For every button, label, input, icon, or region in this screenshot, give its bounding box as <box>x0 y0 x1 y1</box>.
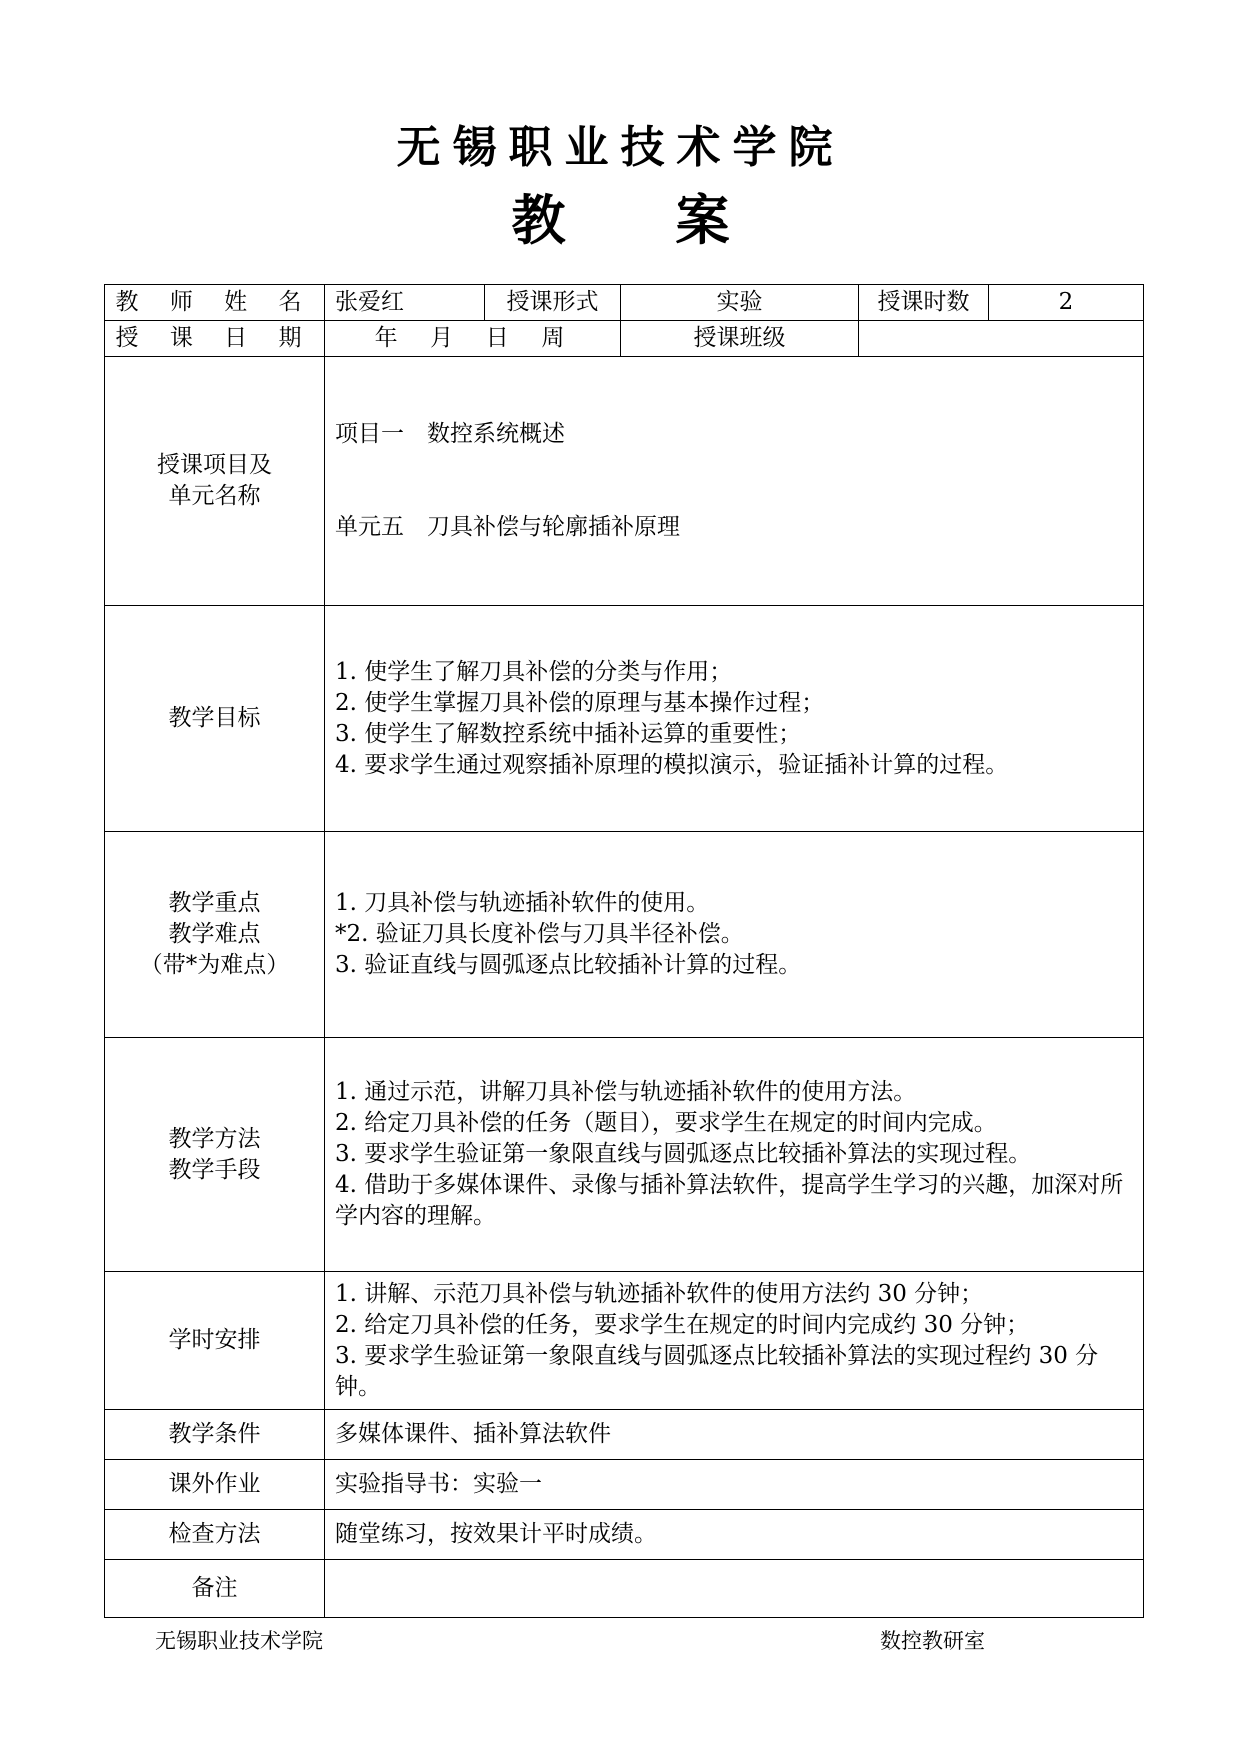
list-item: 4. 要求学生通过观察插补原理的模拟演示，验证插补计算的过程。 <box>335 751 1009 778</box>
project-content: 项目一 数控系统概述 单元五 刀具补偿与轮廓插补原理 <box>325 357 1144 606</box>
list-item: 2. 使学生掌握刀具补偿的原理与基本操作过程； <box>335 689 825 716</box>
check-label: 检查方法 <box>105 1510 325 1560</box>
list-item: 1. 使学生了解刀具补偿的分类与作用； <box>335 658 733 685</box>
list-item: 1. 讲解、示范刀具补偿与轨迹插补软件的使用方法约 30 分钟； <box>335 1280 984 1307</box>
method-label: 教学方法 教学手段 <box>105 1038 325 1272</box>
table-row <box>105 1272 1144 1410</box>
form-value: 实验 <box>621 285 859 321</box>
key-label: 教学重点 教学难点 （带*为难点） <box>105 832 325 1038</box>
table-row <box>105 321 1144 357</box>
hours-value: 2 <box>989 285 1144 321</box>
table-row <box>105 1560 1144 1618</box>
table-row <box>105 1410 1144 1460</box>
date-value: 年 月 日 周 <box>325 321 621 357</box>
method-content <box>325 1038 1144 1272</box>
goal-label: 教学目标 <box>105 606 325 832</box>
schedule-label: 学时安排 <box>105 1272 325 1410</box>
table-row <box>105 357 1144 606</box>
table-row <box>105 1038 1144 1272</box>
list-item: 3. 验证直线与圆弧逐点比较插补计算的过程。 <box>335 952 802 978</box>
footer-institution: 无锡职业技术学院 <box>155 1629 323 1653</box>
class-value <box>859 321 1144 357</box>
list-item: 4. 借助于多媒体课件、录像与插补算法软件，提高学生学习的兴趣，加深对所学内容的理解。 <box>335 1172 1124 1229</box>
project-label: 授课项目及 单元名称 <box>105 357 325 606</box>
list-item: 1. 刀具补偿与轨迹插补软件的使用。 <box>335 890 710 916</box>
hours-label: 授课时数 <box>859 285 989 321</box>
list-item: 1. 通过示范，讲解刀具补偿与轨迹插补软件的使用方法。 <box>335 1079 917 1105</box>
teacher-label: 教 师 姓 名 <box>105 285 325 321</box>
schedule-content <box>325 1272 1144 1410</box>
class-label: 授课班级 <box>621 321 859 357</box>
table-row <box>105 832 1144 1038</box>
table-row <box>105 1460 1144 1510</box>
homework-value: 实验指导书：实验一 <box>325 1460 1144 1510</box>
remarks-value <box>325 1560 1144 1618</box>
remarks-label: 备注 <box>105 1560 325 1618</box>
list-item: 2. 给定刀具补偿的任务，要求学生在规定的时间内完成约 30 分钟； <box>335 1311 1030 1338</box>
list-item: 2. 给定刀具补偿的任务（题目），要求学生在规定的时间内完成。 <box>335 1110 997 1136</box>
table-row <box>105 1510 1144 1560</box>
homework-label: 课外作业 <box>105 1460 325 1510</box>
list-item: 3. 要求学生验证第一象限直线与圆弧逐点比较插补算法的实现过程。 <box>335 1141 1032 1167</box>
table-row <box>105 606 1144 832</box>
lesson-plan-table <box>104 284 1144 1618</box>
list-item: 3. 使学生了解数控系统中插补运算的重要性； <box>335 720 802 747</box>
form-label: 授课形式 <box>485 285 621 321</box>
date-label: 授 课 日 期 <box>105 321 325 357</box>
footer-department: 数控教研室 <box>880 1629 985 1653</box>
list-item: *2. 验证刀具长度补偿与刀具半径补偿。 <box>335 921 744 947</box>
institution-title: 无锡职业技术学院 <box>396 122 845 173</box>
list-item: 3. 要求学生验证第一象限直线与圆弧逐点比较插补算法的实现过程约 30 分钟。 <box>335 1342 1099 1400</box>
check-value: 随堂练习，按效果计平时成绩。 <box>325 1510 1144 1560</box>
key-content <box>325 832 1144 1038</box>
goal-content <box>325 606 1144 832</box>
teacher-name: 张爱红 <box>325 285 485 321</box>
table-row <box>105 285 1144 321</box>
doc-type-title: 教案 <box>511 189 840 252</box>
conditions-value: 多媒体课件、插补算法软件 <box>325 1410 1144 1460</box>
conditions-label: 教学条件 <box>105 1410 325 1460</box>
